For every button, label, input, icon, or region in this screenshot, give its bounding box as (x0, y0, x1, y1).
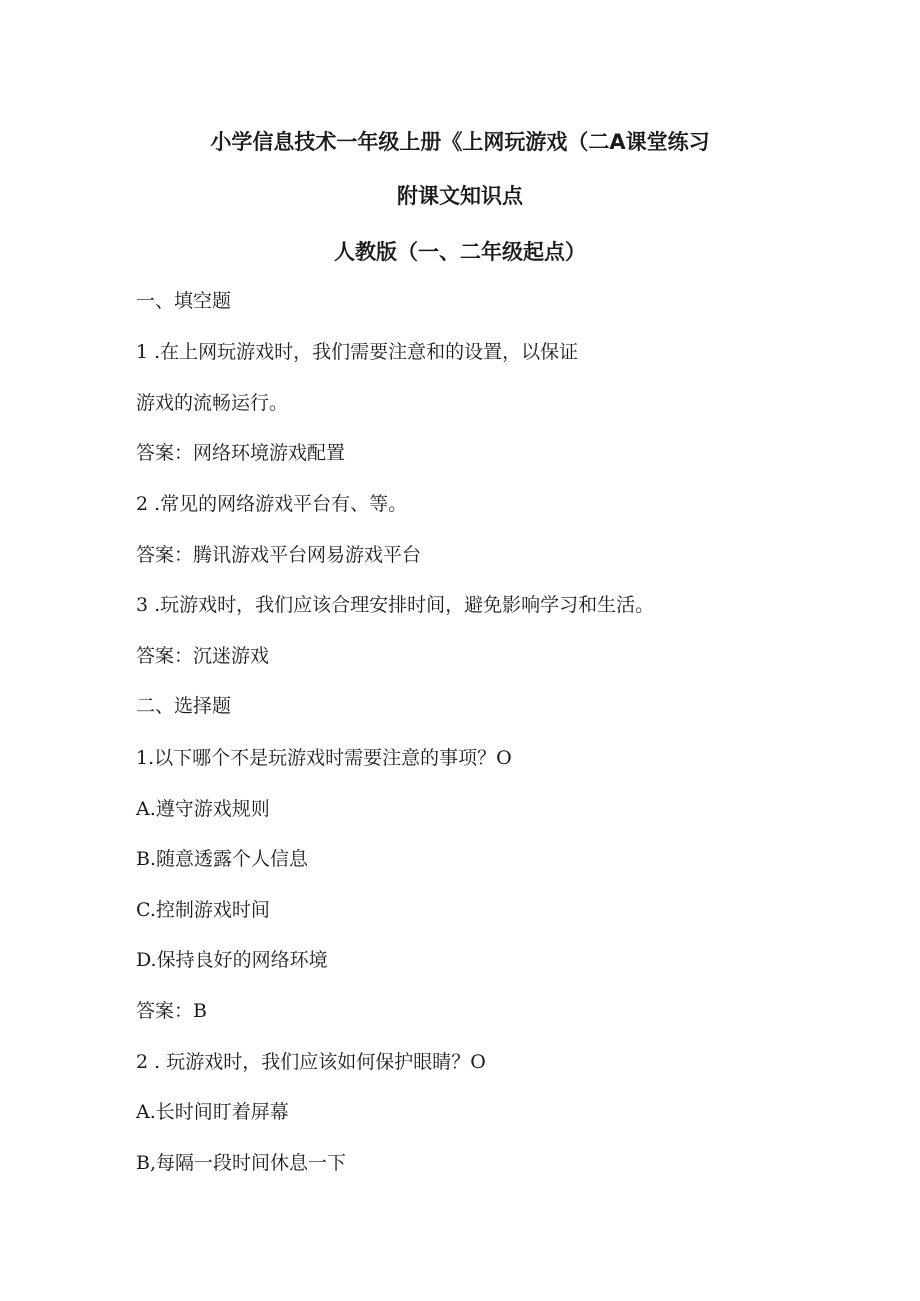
choice-question-1-option-c: C.控制游戏时间 (136, 899, 270, 921)
fill-question-1-line-2: 游戏的流畅运行。 (136, 392, 289, 414)
fill-question-1-line-1: 1 .在上网玩游戏时，我们需要注意和的设置，以保证 (136, 341, 579, 363)
fill-question-3: 3 .玩游戏时，我们应该合理安排时间，避免影响学习和生活。 (136, 594, 655, 616)
choice-answer-1: 答案：B (136, 1000, 207, 1022)
document-title-line-1: 小学信息技术一年级上册《上网玩游戏（二A课堂练习 (210, 130, 710, 154)
choice-question-2: 2 . 玩游戏时，我们应该如何保护眼睛？O (136, 1051, 486, 1073)
choice-question-2-option-a: A.长时间盯着屏幕 (136, 1101, 289, 1123)
document-title-line-3: 人教版（一、二年级起点） (334, 240, 586, 264)
choice-question-1-option-d: D.保持良好的网络环境 (136, 949, 328, 971)
fill-answer-3: 答案：沉迷游戏 (136, 645, 270, 667)
section-heading-choice: 二、选择题 (136, 695, 232, 717)
fill-question-2: 2 .常见的网络游戏平台有、等。 (136, 493, 408, 515)
document-title-line-2: 附课文知识点 (397, 184, 523, 208)
choice-question-1: 1.以下哪个不是玩游戏时需要注意的事项？O (136, 747, 512, 769)
choice-question-2-option-b: B,每隔一段时间休息一下 (136, 1152, 347, 1174)
fill-answer-1: 答案：网络环境游戏配置 (136, 442, 346, 464)
choice-question-1-option-b: B.随意透露个人信息 (136, 848, 309, 870)
section-heading-fill-in: 一、填空题 (136, 290, 232, 312)
choice-question-1-option-a: A.遵守游戏规则 (136, 798, 270, 820)
fill-answer-2: 答案：腾讯游戏平台网易游戏平台 (136, 544, 422, 566)
